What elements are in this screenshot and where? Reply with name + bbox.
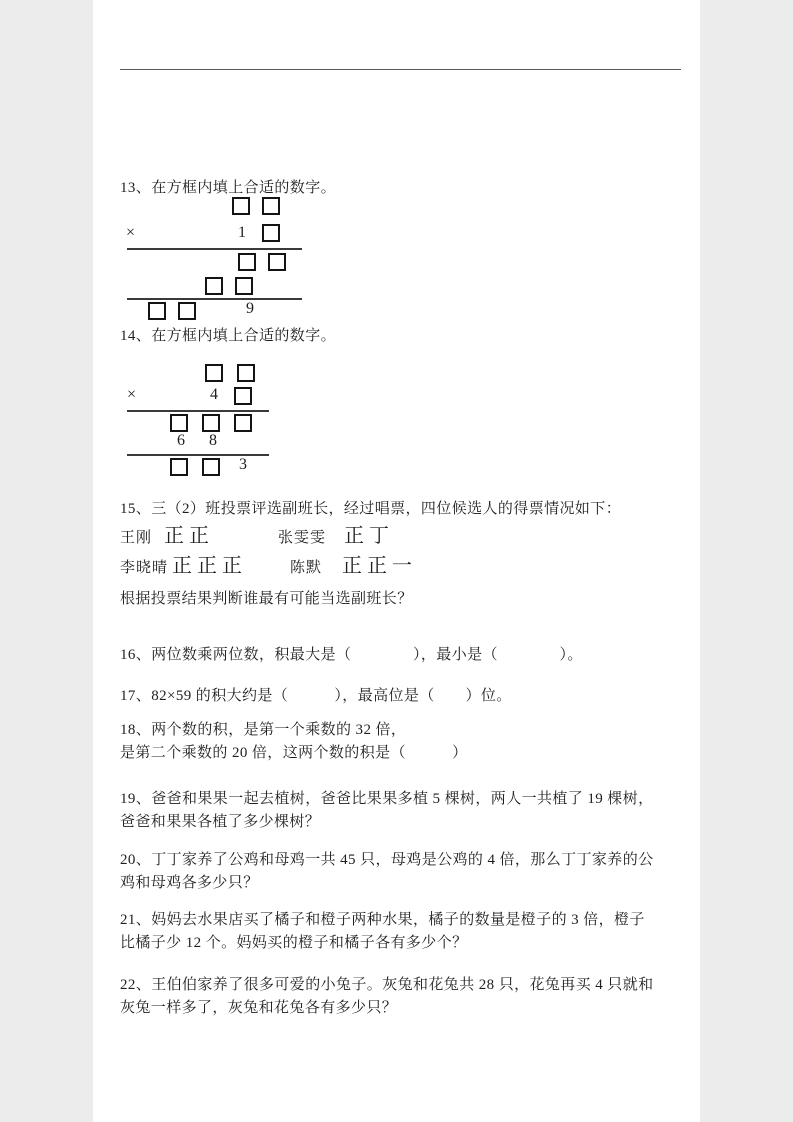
tally-marks: 正丁 <box>344 525 394 547</box>
header-rule <box>120 69 681 70</box>
tally-row <box>120 553 680 581</box>
answer-box <box>238 253 256 271</box>
given-digit: 6 <box>177 432 185 449</box>
problem-22 <box>120 974 654 1020</box>
problem-21-line: 21、妈妈去水果店买了橘子和橙子两种水果，橘子的数量是橙子的 3 倍，橙子 <box>120 912 645 928</box>
problem-19-line: 爸爸和果果各植了多少棵树？ <box>120 814 321 830</box>
problem-20 <box>120 849 654 895</box>
answer-box <box>178 302 196 320</box>
answer-box <box>202 414 220 432</box>
given-digit: 3 <box>239 456 247 473</box>
problem-16-line: 16、两位数乘两位数，积最大是（ ），最小是（ ）。 <box>120 647 583 663</box>
problem-17-line: 17、82×59 的积大约是（ ），最高位是（ ）位。 <box>120 688 512 704</box>
worksheet-page <box>93 0 700 1122</box>
candidate-name: 王刚 <box>120 530 153 546</box>
candidate-name: 陈默 <box>290 560 323 576</box>
answer-box <box>268 253 286 271</box>
problem-15-question: 根据投票结果判断谁最有可能当选副班长？ <box>120 591 413 607</box>
answer-box <box>232 197 250 215</box>
answer-box <box>202 458 220 476</box>
diagram-line <box>127 454 269 456</box>
candidate-name: 李晓晴 <box>120 560 169 576</box>
answer-box <box>234 387 252 405</box>
answer-box <box>148 302 166 320</box>
problem-20-line: 鸡和母鸡各多少只？ <box>120 875 259 891</box>
times-sign: × <box>126 224 136 241</box>
problem-15-intro: 15、三（2）班投票评选副班长，经过唱票，四位候选人的得票情况如下： <box>120 501 622 517</box>
answer-box <box>262 197 280 215</box>
problem-19 <box>120 788 654 834</box>
answer-box <box>205 364 223 382</box>
problem-22-line: 22、王伯伯家养了很多可爱的小兔子。灰兔和花兔共 28 只，花兔再买 4 只就和 <box>120 977 654 993</box>
problem-13-title: 13、在方框内填上合适的数字。 <box>120 180 337 196</box>
diagram-line <box>127 298 302 300</box>
diagram-line <box>127 248 302 250</box>
problem-14-title: 14、在方框内填上合适的数字。 <box>120 328 337 344</box>
times-sign: × <box>127 386 137 403</box>
answer-box <box>205 277 223 295</box>
given-digit: 8 <box>209 432 217 449</box>
problem-18 <box>120 719 468 765</box>
problem-22-line: 灰兔一样多了，灰兔和花兔各有多少只？ <box>120 1000 398 1016</box>
given-digit: 9 <box>246 300 254 317</box>
problem-16 <box>120 644 583 667</box>
diagram-line <box>127 410 269 412</box>
answer-box <box>262 224 280 242</box>
tally-marks: 正正正 <box>172 555 247 577</box>
problem-21-line: 比橘子少 12 个。妈妈买的橙子和橘子各有多少个？ <box>120 935 468 951</box>
given-digit: 4 <box>210 386 218 403</box>
tally-row <box>120 523 680 551</box>
answer-box <box>170 414 188 432</box>
answer-box <box>235 277 253 295</box>
problem-18-line: 18、两个数的积，是第一个乘数的 32 倍， <box>120 722 407 738</box>
tally-marks: 正正 <box>164 525 214 547</box>
answer-box <box>234 414 252 432</box>
problem-18-line: 是第二个乘数的 20 倍，这两个数的积是（ ） <box>120 745 468 761</box>
given-digit: 1 <box>238 224 246 241</box>
problem-20-line: 20、丁丁家养了公鸡和母鸡一共 45 只，母鸡是公鸡的 4 倍，那么丁丁家养的公 <box>120 852 654 868</box>
answer-box <box>170 458 188 476</box>
answer-box <box>237 364 255 382</box>
problem-19-line: 19、爸爸和果果一起去植树，爸爸比果果多植 5 棵树，两人一共植了 19 棵树， <box>120 791 654 807</box>
candidate-name: 张雯雯 <box>278 530 327 546</box>
tally-marks: 正正一 <box>342 555 417 577</box>
problem-21 <box>120 909 645 955</box>
problem-17 <box>120 685 512 708</box>
